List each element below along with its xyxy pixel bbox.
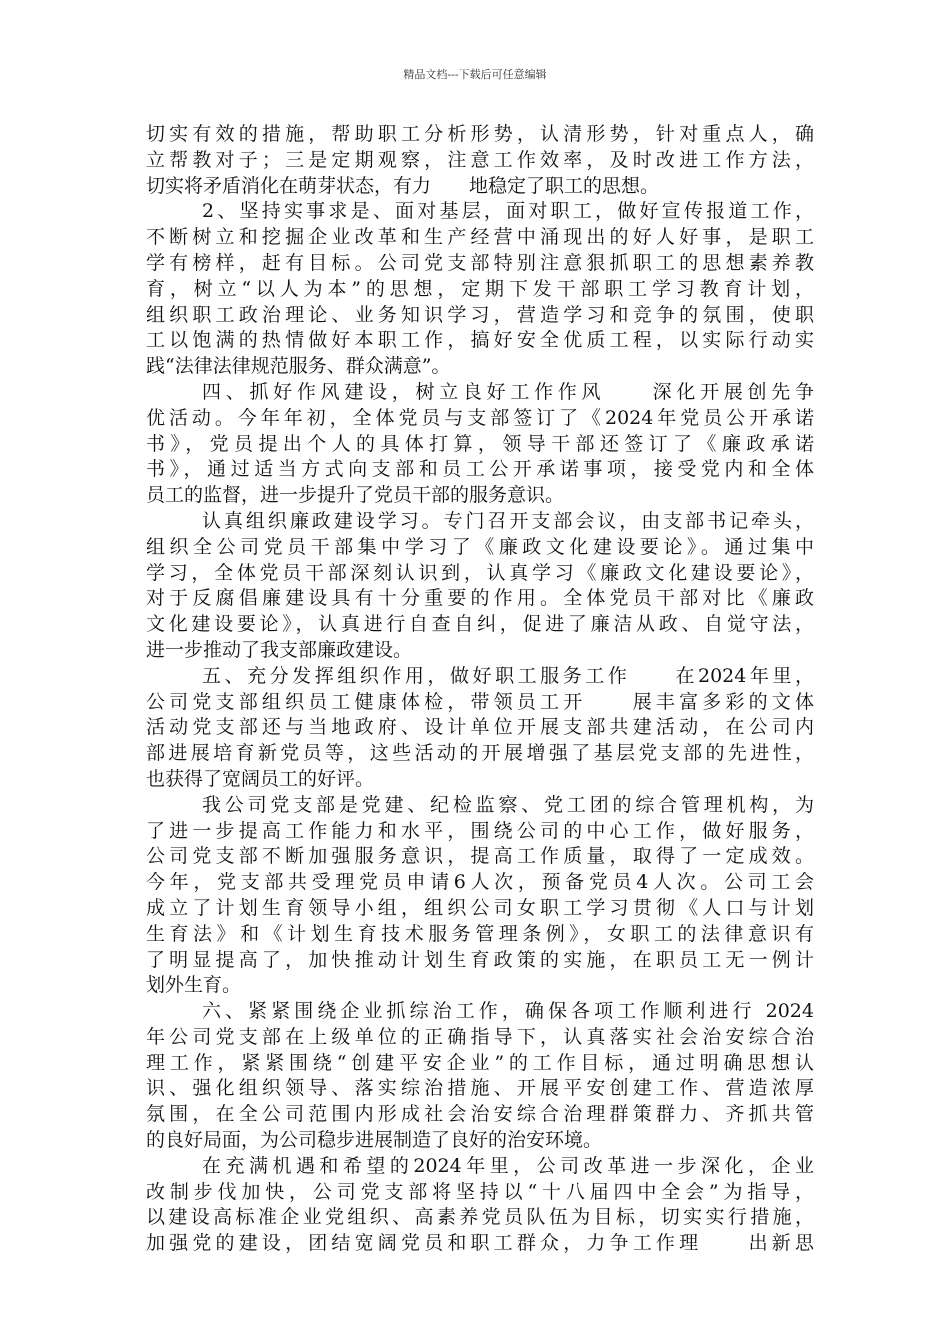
text-line: 学有榜样，赶有目标。公司党支部特别注意狠抓职工的思想素养教 bbox=[146, 251, 814, 274]
text-line: 学习，全体党员干部深刻认识到，认真学习《廉政文化建设要论》， bbox=[146, 561, 814, 584]
text-line: 了明显提高了，加快推动计划生育政策的实施，在职员工无一例计 bbox=[146, 948, 814, 971]
text-line: 加强党的建设，团结宽阔党员和职工群众，力争工作理 出新思 bbox=[146, 1232, 814, 1255]
text-line: 活动党支部还与当地政府、设计单位开展支部共建活动，在公司内 bbox=[146, 716, 814, 739]
text-line: 划外生育。 bbox=[146, 974, 242, 997]
text-line: 不断树立和挖掘企业改革和生产经营中涌现出的好人好事，是职工 bbox=[146, 226, 814, 249]
text-line: 优活动。今年年初，全体党员与支部签订了《2024年党员公开承诺 bbox=[146, 406, 814, 429]
text-line: 育，树立“以人为本”的思想，定期下发干部职工学习教育计划， bbox=[146, 277, 814, 300]
text-line: 也获得了宽阔员工的好评。 bbox=[146, 767, 375, 790]
text-line: 立帮教对子；三是定期观察，注意工作效率，及时改进工作方法， bbox=[146, 148, 814, 171]
text-line: 书》，党员提出个人的具体打算，领导干部还签订了《廉政承诺 bbox=[146, 432, 814, 455]
body-text bbox=[146, 122, 814, 1257]
text-line: 组织职工政治理论、业务知识学习，营造学习和竞争的氛围，使职 bbox=[146, 303, 814, 326]
text-line: 进一步推动了我支部廉政建设。 bbox=[146, 638, 413, 661]
text-line: 工以饱满的热情做好本职工作，搞好安全优质工程，以实际行动实 bbox=[146, 329, 814, 352]
text-line: 氛围，在全公司范围内形成社会治安综合治理群策群力、齐抓共管 bbox=[146, 1103, 814, 1126]
page-header: 精品文档---下载后可任意编辑 bbox=[403, 68, 547, 81]
text-line: 改制步伐加快，公司党支部将坚持以“十八届四中全会”为指导， bbox=[146, 1180, 814, 1203]
text-line: 了进一步提高工作能力和水平，围绕公司的中心工作，做好服务， bbox=[146, 819, 814, 842]
text-line: 践“法律法律规范服务、群众满意”。 bbox=[146, 355, 451, 378]
text-line: 在充满机遇和希望的2024年里，公司改革进一步深化，企业 bbox=[202, 1154, 814, 1177]
text-line: 员工的监督，进一步提升了党员干部的服务意识。 bbox=[146, 484, 565, 507]
text-line: 的良好局面，为公司稳步进展制造了良好的治安环境。 bbox=[146, 1129, 603, 1152]
text-line: 五、充分发挥组织作用，做好职工服务工作 在2024年里， bbox=[202, 664, 814, 687]
text-line: 以建设高标准企业党组织、高素养党员队伍为目标，切实实行措施， bbox=[146, 1206, 814, 1229]
text-line: 我公司党支部是党建、纪检监察、党工团的综合管理机构，为 bbox=[202, 793, 814, 816]
text-line: 公司党支部组织员工健康体检，带领员工开 展丰富多彩的文体 bbox=[146, 690, 814, 713]
text-line: 切实有效的措施，帮助职工分析形势，认清形势，针对重点人，确 bbox=[146, 123, 814, 145]
text-line: 认真组织廉政建设学习。专门召开支部会议，由支部书记牵头， bbox=[202, 509, 814, 532]
text-line: 年公司党支部在上级单位的正确指导下，认真落实社会治安综合治 bbox=[146, 1025, 814, 1048]
text-line: 公司党支部不断加强服务意识，提高工作质量，取得了一定成效。 bbox=[146, 845, 814, 868]
text-line: 组织全公司党员干部集中学习了《廉政文化建设要论》。通过集中 bbox=[146, 535, 814, 558]
text-line: 文化建设要论》，认真进行自查自纠，促进了廉洁从政、自觉守法， bbox=[146, 613, 814, 636]
text-line: 成立了计划生育领导小组，组织公司女职工学习贯彻《人口与计划 bbox=[146, 896, 814, 919]
text-line: 书》，通过适当方式向支部和员工公开承诺事项，接受党内和全体 bbox=[146, 458, 814, 481]
text-line: 2、坚持实事求是、面对基层，面对职工，做好宣传报道工作， bbox=[202, 200, 814, 223]
text-line: 切实将矛盾消化在萌芽状态，有力 地稳定了职工的思想。 bbox=[146, 174, 660, 197]
text-line: 四、抓好作风建设，树立良好工作作风 深化开展创先争 bbox=[202, 380, 814, 403]
text-line: 部进展培育新党员等，这些活动的开展增强了基层党支部的先进性， bbox=[146, 742, 814, 765]
text-line: 识、强化组织领导、落实综治措施、开展平安创建工作、营造浓厚 bbox=[146, 1077, 814, 1100]
text-line: 今年，党支部共受理党员申请6人次，预备党员4人次。公司工会 bbox=[146, 871, 814, 894]
text-line: 对于反腐倡廉建设具有十分重要的作用。全体党员干部对比《廉政 bbox=[146, 587, 814, 610]
text-line: 理工作，紧紧围绕“创建平安企业”的工作目标，通过明确思想认 bbox=[146, 1051, 814, 1074]
text-line: 生育法》和《计划生育技术服务管理条例》，女职工的法律意识有 bbox=[146, 922, 814, 945]
text-line: 六、紧紧围绕企业抓综治工作，确保各项工作顺利进行 2024 bbox=[202, 1000, 814, 1023]
